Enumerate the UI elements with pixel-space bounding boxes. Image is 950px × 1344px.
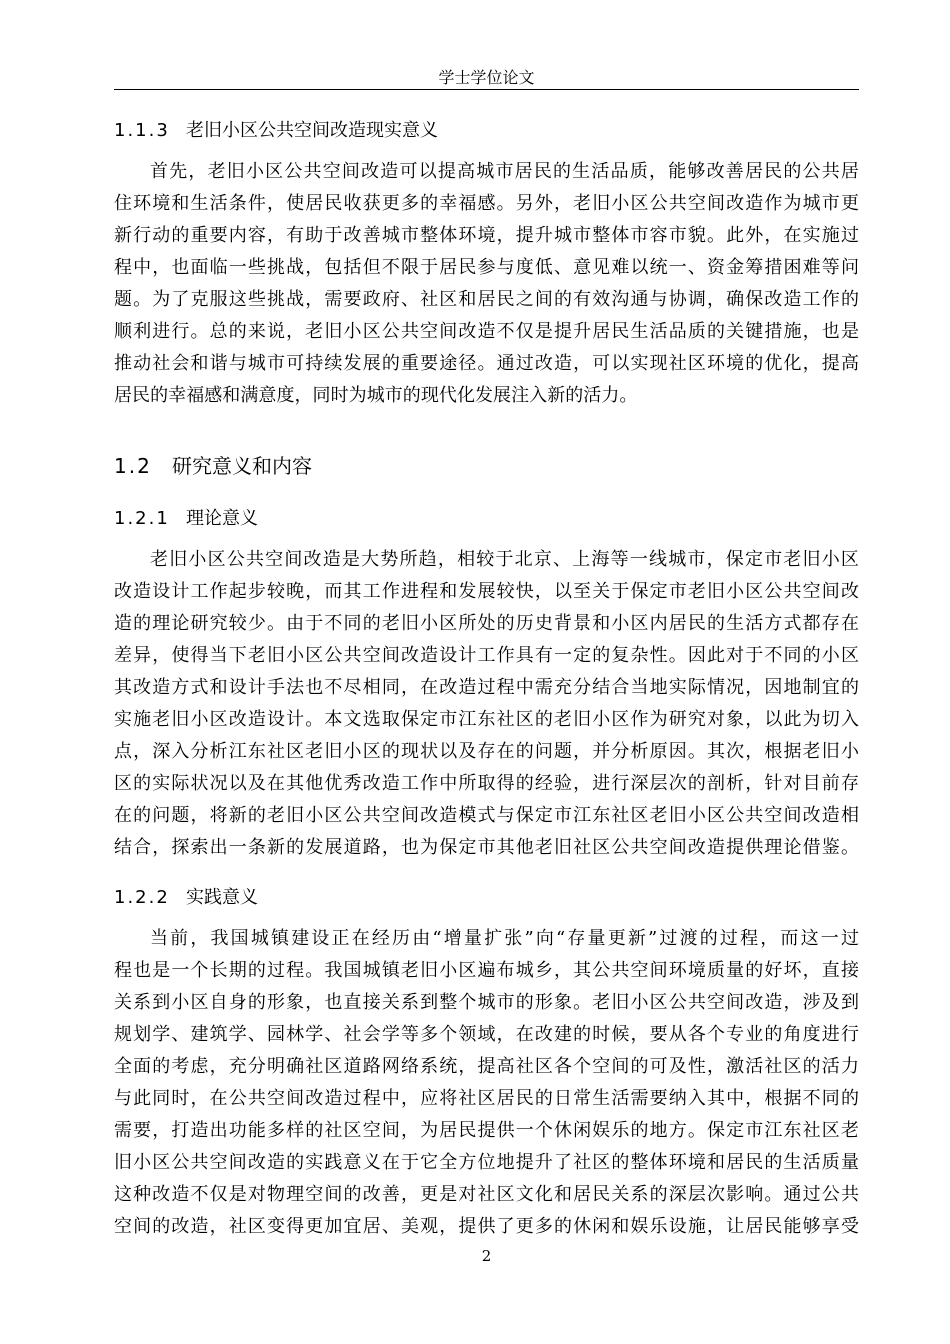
- paragraph-line: 造的理论研究较少。由于不同的老旧小区所处的历史背景和小区内居民的生活方式都存在: [114, 613, 859, 634]
- paragraph-line: 程也是一个长期的过程。我国城镇老旧小区遍布城乡，其公共空间环境质量的好坏，直接: [114, 960, 859, 981]
- header-rule: [114, 89, 859, 90]
- paragraph-line: 程中，也面临一些挑战，包括但不限于居民参与度低、意见难以统一、资金筹措困难等问: [114, 257, 859, 278]
- section-number: 1.2: [114, 454, 152, 478]
- section-title: 实践意义: [186, 887, 258, 908]
- section-heading-1-1-3: [114, 118, 438, 144]
- paragraph-line: 旧小区公共空间改造的实践意义在于它全方位地提升了社区的整体环境和居民的生活质量: [114, 1152, 859, 1173]
- section-number: 1.1.3: [114, 120, 170, 141]
- paragraph-line: 点，深入分析江东社区老旧小区的现状以及存在的问题，并分析原因。其次，根据老旧小: [114, 741, 859, 762]
- paragraph-line: 居民的幸福感和满意度，同时为城市的现代化发展注入新的活力。: [114, 385, 638, 406]
- paragraph-line: 实施老旧小区改造设计。本文选取保定市江东社区的老旧小区作为研究对象，以此为切入: [114, 709, 859, 730]
- paragraph-line: 改造设计工作起步较晚，而其工作进程和发展较快，以至关于保定市老旧小区公共空间改: [114, 581, 859, 602]
- section-heading-1-2: [114, 452, 312, 480]
- section-title: 老旧小区公共空间改造现实意义: [186, 120, 438, 141]
- page-number: 2: [481, 1247, 492, 1265]
- paragraph-line: 其改造方式和设计手法也不尽相同，在改造过程中需充分结合当地实际情况，因地制宜的: [114, 677, 859, 698]
- paragraph-line: 老旧小区公共空间改造是大势所趋，相较于北京、上海等一线城市，保定市老旧小区: [150, 549, 859, 570]
- paragraph-line: 推动社会和谐与城市可持续发展的重要途径。通过改造，可以实现社区环境的优化，提高: [114, 353, 859, 374]
- paragraph-line: 全面的考虑，充分明确社区道路网络系统，提高社区各个空间的可及性，激活社区的活力: [114, 1056, 859, 1077]
- section-number: 1.2.2: [114, 887, 170, 908]
- section-title: 研究意义和内容: [172, 454, 312, 478]
- paragraph-line: 与此同时，在公共空间改造过程中，应将社区居民的日常生活需要纳入其中，根据不同的: [114, 1088, 859, 1109]
- paragraph-line: 结合，探索出一条新的发展道路，也为保定市其他老旧社区公共空间改造提供理论借鉴。: [114, 837, 859, 858]
- paragraph-line: 题。为了克服这些挑战，需要政府、社区和居民之间的有效沟通与协调，确保改造工作的: [114, 289, 859, 310]
- section-title: 理论意义: [186, 508, 258, 529]
- running-header: 学士学位论文: [438, 68, 535, 87]
- section-number: 1.2.1: [114, 508, 170, 529]
- section-heading-1-2-2: [114, 885, 258, 911]
- paragraph-line: 区的实际状况以及在其他优秀改造工作中所取得的经验，进行深层次的剖析，针对目前存: [114, 773, 859, 794]
- paragraph-line: 顺利进行。总的来说，老旧小区公共空间改造不仅是提升居民生活品质的关键措施，也是: [114, 321, 859, 342]
- paragraph-line: 需要，打造出功能多样的社区空间，为居民提供一个休闲娱乐的地方。保定市江东社区老: [114, 1120, 859, 1141]
- paragraph-line: 空间的改造，社区变得更加宜居、美观，提供了更多的休闲和娱乐设施，让居民能够享受: [114, 1216, 859, 1237]
- paragraph-line: 住环境和生活条件，使居民收获更多的幸福感。另外，老旧小区公共空间改造作为城市更: [114, 193, 859, 214]
- paragraph-line: 在的问题，将新的老旧小区公共空间改造模式与保定市江东社区老旧小区公共空间改造相: [114, 805, 859, 826]
- paragraph-line: 规划学、建筑学、园林学、社会学等多个领域，在改建的时候，要从各个专业的角度进行: [114, 1024, 859, 1045]
- paragraph-line: 首先，老旧小区公共空间改造可以提高城市居民的生活品质，能够改善居民的公共居: [150, 161, 859, 182]
- paragraph-line: 关系到小区自身的形象，也直接关系到整个城市的形象。老旧小区公共空间改造，涉及到: [114, 992, 859, 1013]
- paragraph-line: 差异，使得当下老旧小区公共空间改造设计工作具有一定的复杂性。因此对于不同的小区: [114, 645, 859, 666]
- paragraph-line: 新行动的重要内容，有助于改善城市整体环境，提升城市整体市容市貌。此外，在实施过: [114, 225, 859, 246]
- section-heading-1-2-1: [114, 506, 258, 532]
- paragraph-line: 这种改造不仅是对物理空间的改善，更是对社区文化和居民关系的深层次影响。通过公共: [114, 1184, 859, 1205]
- paragraph-line: 当前，我国城镇建设正在经历由“增量扩张”向“存量更新”过渡的过程，而这一过: [150, 928, 859, 949]
